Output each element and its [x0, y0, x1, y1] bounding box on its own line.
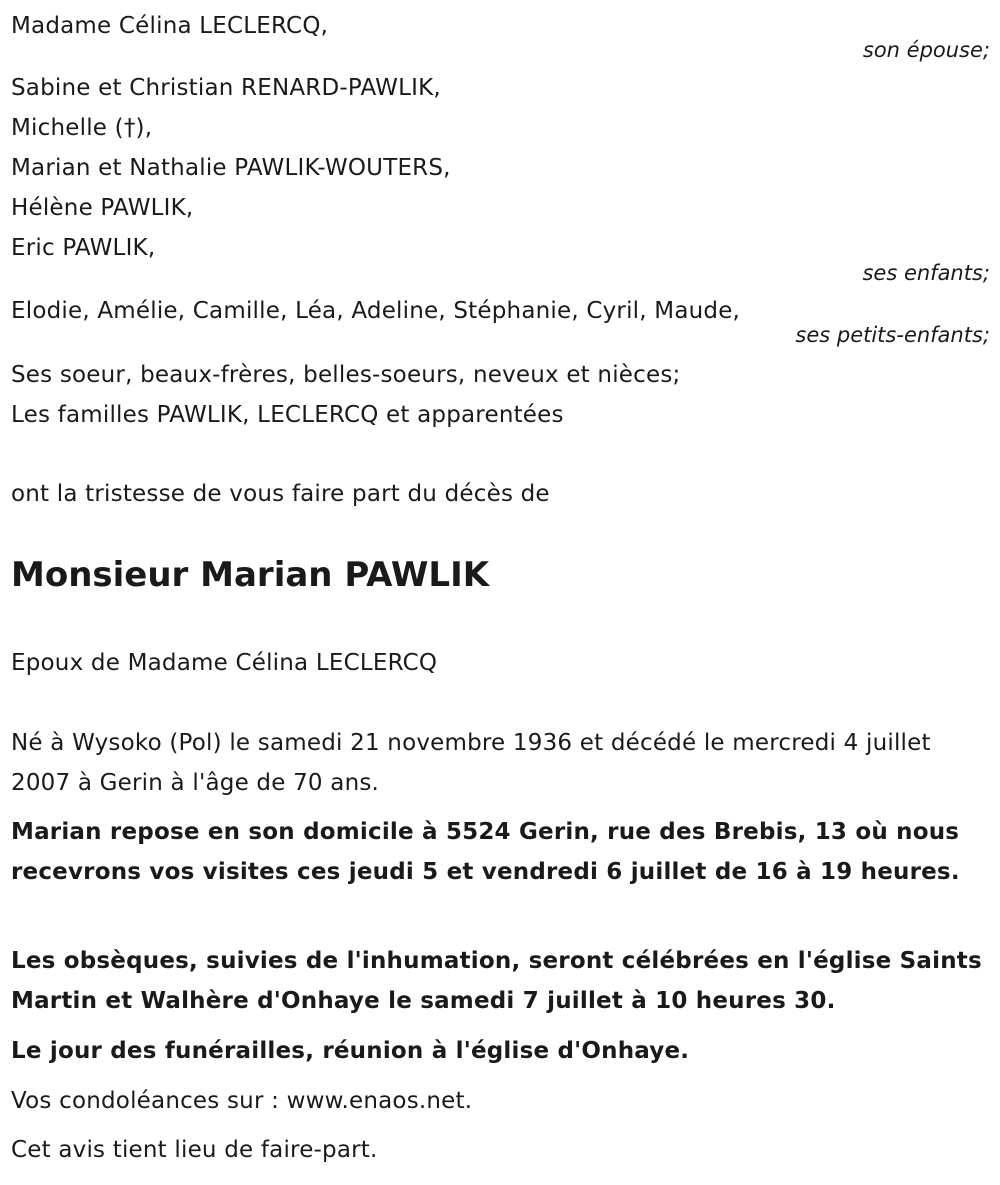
spouse-of: Epoux de Madame Célina LECLERCQ: [11, 650, 438, 676]
visitation-info: Marian repose en son domicile à 5524 Gerin, rue des Brebis, 13 où nous recevrons vos visites ces jeudi 5 et vendredi 6 juillet de 16 à 19 heures.: [11, 819, 960, 885]
family-line: Ses soeur, beaux-frères, belles-soeurs, neveux et nièces;: [11, 362, 681, 388]
children-role: ses enfants;: [862, 261, 990, 285]
child-name: Michelle (†),: [11, 115, 153, 141]
condolences-info: Vos condoléances sur : www.enaos.net.: [11, 1088, 473, 1114]
child-name: Eric PAWLIK,: [11, 235, 156, 261]
announcement: ont la tristesse de vous faire part du décès de: [11, 481, 550, 507]
funeral-info: Les obsèques, suivies de l'inhumation, seront célébrées en l'église Saints Martin et Walhère d'Onhaye le samedi 7 juillet à 10 heures 30.: [11, 948, 982, 1014]
deceased-name: Monsieur Marian PAWLIK: [11, 555, 490, 595]
spouse-role: son épouse;: [862, 38, 990, 62]
grandchildren-role: ses petits-enfants;: [795, 323, 990, 347]
family-line: Les familles PAWLIK, LECLERCQ et apparentées: [11, 402, 564, 428]
notice-footer: Cet avis tient lieu de faire-part.: [11, 1137, 378, 1163]
grandchildren-names: Elodie, Amélie, Camille, Léa, Adeline, Stéphanie, Cyril, Maude,: [11, 298, 741, 324]
spouse-name: Madame Célina LECLERCQ,: [11, 13, 329, 39]
child-name: Sabine et Christian RENARD-PAWLIK,: [11, 75, 441, 101]
child-name: Hélène PAWLIK,: [11, 195, 194, 221]
child-name: Marian et Nathalie PAWLIK-WOUTERS,: [11, 155, 451, 181]
gathering-info: Le jour des funérailles, réunion à l'église d'Onhaye.: [11, 1038, 690, 1064]
birth-death-info: Né à Wysoko (Pol) le samedi 21 novembre 1936 et décédé le mercredi 4 juillet 2007 à Gerin à l'âge de 70 ans.: [11, 730, 931, 796]
